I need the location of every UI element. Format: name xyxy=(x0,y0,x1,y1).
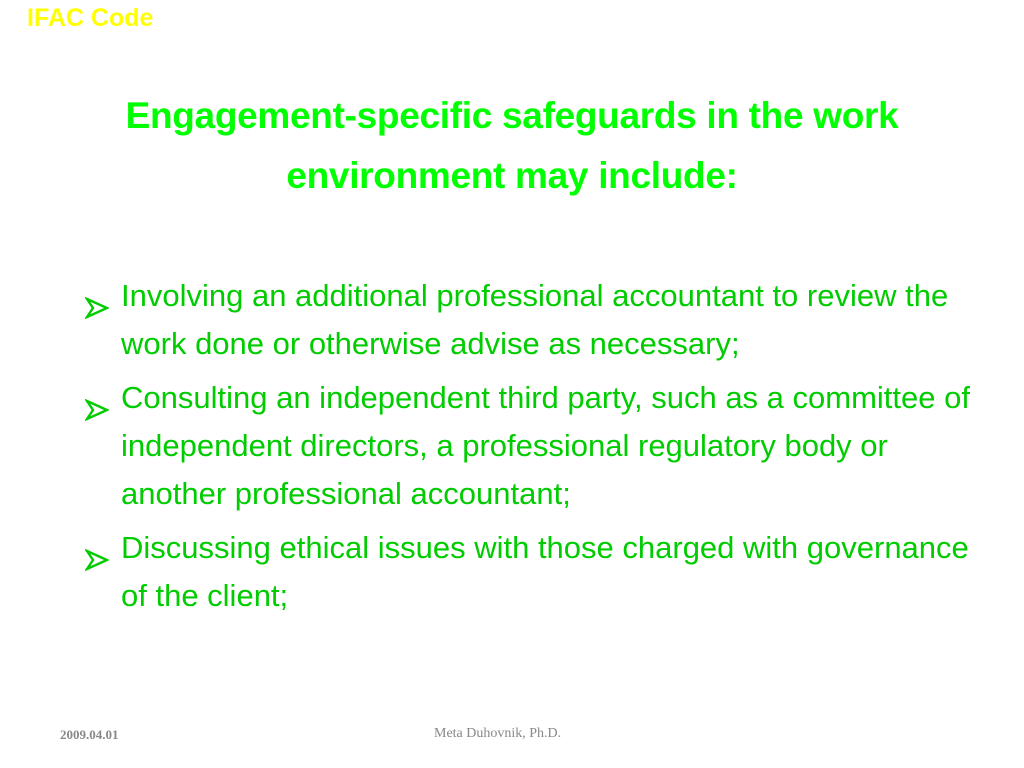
bullet-text: Discussing ethical issues with those charged with governance of the client; xyxy=(121,530,969,613)
header-label: IFAC Code xyxy=(27,4,154,32)
arrowhead-bullet-icon xyxy=(85,387,109,409)
footer-date: 2009.04.01 xyxy=(60,727,119,742)
bullet-item xyxy=(80,272,980,368)
arrowhead-bullet-icon xyxy=(85,285,109,307)
bullet-text: Involving an additional professional accountant to review the work done or otherwise advise as necessary; xyxy=(121,278,949,361)
slide-title: Engagement-specific safeguards in the work environment may include: xyxy=(125,95,899,196)
arrowhead-bullet-icon xyxy=(85,537,109,559)
bullet-text: Consulting an independent third party, such as a committee of independent directors, a professional regulatory body or another professional accountant; xyxy=(121,380,970,511)
bullet-item xyxy=(80,374,980,518)
footer-author: Meta Duhovnik, Ph.D. xyxy=(434,726,562,741)
bullet-item xyxy=(80,524,980,620)
bullet-list xyxy=(80,272,980,626)
